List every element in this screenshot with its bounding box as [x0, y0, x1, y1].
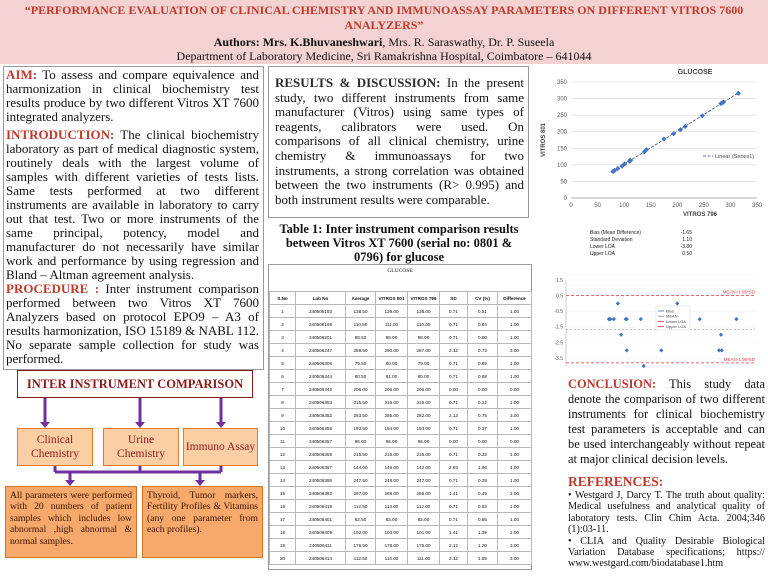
y-tick-label: -1.5: [554, 324, 563, 331]
table-cell-lab-no: 240506353: [296, 396, 346, 409]
table-cell-diff: 1.00: [498, 500, 532, 513]
x-tick-label: 0: [569, 203, 573, 209]
table-cell-sno: 14: [270, 474, 296, 487]
stats-value: -3.80: [680, 244, 692, 250]
table-cell-sd: 0.71: [440, 305, 468, 318]
table-cell-cv: 0.80: [468, 331, 498, 344]
table-cell-cv: 0.75: [468, 409, 498, 422]
category-immuno-assay: Immuno Assay: [183, 428, 258, 466]
stats-row: [590, 244, 760, 251]
table-cell-cv: 0.51: [468, 305, 498, 318]
table-cell-average: 215.50: [346, 448, 376, 461]
data-point: [700, 113, 705, 118]
table-row: [270, 370, 532, 383]
x-tick-label: 250: [698, 203, 709, 209]
table-cell-v801: 288.00: [376, 487, 408, 500]
table-cell-v796: 142.00: [408, 461, 440, 474]
introduction-text: The clinical biochemistry laboratory as part of medical diagnostic system, routinely deals with the largest volume of samples with different varieties of tests lists. Same tests performed at two different instruments are available in laboratory to carry out that test. Two or more instruments of the same principal, potency, model and manufacturer do not necessarily have similar work and performance by using regression and Bland – Altman agreement analysis.: [6, 127, 259, 282]
data-point: [736, 91, 741, 96]
authors-line: [0, 35, 768, 49]
y-tick-label: 50: [560, 179, 567, 186]
stats-value: 1.10: [682, 237, 692, 243]
table-cell-sd: 2.12: [440, 344, 468, 357]
x-tick-label: 200: [672, 203, 683, 209]
table-cell-diff: 1.00: [498, 370, 532, 383]
stats-label: Standard Deviation: [590, 237, 633, 243]
table-cell-v801: 178.00: [376, 539, 408, 552]
table-cell-cv: 0.73: [468, 344, 498, 357]
table-row: [270, 474, 532, 487]
table-cell-sno: 7: [270, 383, 296, 396]
table-cell-diff: 1.00: [498, 513, 532, 526]
table-cell-average: 288.50: [346, 344, 376, 357]
glucose-table-frame: [268, 264, 532, 570]
table-cell-sno: 4: [270, 344, 296, 357]
table-row: [270, 383, 532, 396]
table-cell-sd: 0.71: [440, 357, 468, 370]
table-cell-diff: 2.00: [498, 487, 532, 500]
data-point: [642, 364, 646, 368]
y-tick-label: 1.5: [556, 277, 563, 284]
table-cell-v796: 110.00: [408, 318, 440, 331]
data-point: [659, 348, 663, 352]
table-cell-lab-no: 240506357: [296, 435, 346, 448]
table-cell-cv: 1.89: [468, 552, 498, 565]
table-cell-cv: 0.89: [468, 357, 498, 370]
table-cell-v801: 89.00: [376, 331, 408, 344]
table-cell-average: 287.00: [346, 487, 376, 500]
table-cell-cv: 0.88: [468, 370, 498, 383]
table-title: Table 1: Inter instrument comparison results between Vitros XT 7600 (serial no: 0801 & 0796) for glucose: [279, 222, 519, 264]
table-cell-v796: 175.00: [408, 539, 440, 552]
table-cell-cv: 0.29: [468, 474, 498, 487]
table-cell-v796: 138.00: [408, 305, 440, 318]
stats-label: Bias (Mean Difference): [590, 230, 642, 236]
table-cell-v801: 216.00: [376, 448, 408, 461]
table-cell-v796: 79.00: [408, 357, 440, 370]
references-heading: REFERENCES:: [568, 474, 664, 489]
conclusion-text: This study data denote the comparison of two different instruments for clinical biochemistry test parameters is acceptable and can be used interchangeably without repeat at major clinical decision levels.: [568, 377, 765, 466]
col-header-sno: S.No: [270, 292, 296, 305]
table-cell-sno: 3: [270, 331, 296, 344]
table-cell-lab-no: 240506352: [296, 409, 346, 422]
legend: [656, 306, 690, 330]
table-row: [270, 318, 532, 331]
table-cell-sno: 17: [270, 513, 296, 526]
table-cell-average: 112.50: [346, 500, 376, 513]
table-cell-sd: 0.71: [440, 318, 468, 331]
col-header-sd: SD: [440, 292, 468, 305]
y-axis-label: VITROS 801: [541, 122, 547, 158]
y-tick-label: 200: [556, 129, 567, 136]
category-clinical-chemistry: Clinical Chemistry: [17, 428, 93, 466]
table-cell-v796: 215.00: [408, 448, 440, 461]
table-cell-lab-no: 240506306: [296, 357, 346, 370]
data-point: [734, 317, 738, 321]
table-cell-v801: 206.00: [376, 383, 408, 396]
glucose-table: [269, 291, 532, 565]
table-cell-v796: 315.00: [408, 396, 440, 409]
table-row: [270, 357, 532, 370]
table-row: [270, 461, 532, 474]
col-header-lab-no: Lab No: [296, 292, 346, 305]
table-cell-lab-no: 240506418: [296, 500, 346, 513]
note-all-parameters: All parameters were performed with 20 numbers of patient samples which includes low abnormal ,high abnormal & normal samples.: [5, 486, 137, 558]
table-cell-lab-no: 240506386: [296, 474, 346, 487]
table-cell-lab-no: 240506409: [296, 526, 346, 539]
col-header-vitros-796: VITROS 796: [408, 292, 440, 305]
table-cell-v796: 88.00: [408, 331, 440, 344]
table-cell-v801: 139.00: [376, 305, 408, 318]
col-header-vitros-801: VITROS 801: [376, 292, 408, 305]
table-cell-average: 96.00: [346, 435, 376, 448]
table-cell-lab-no: 240506359: [296, 448, 346, 461]
upper-loa-label: MEAN+1.96*SD: [722, 289, 755, 295]
table-cell-sno: 13: [270, 461, 296, 474]
table-cell-v801: 80.00: [376, 357, 408, 370]
y-tick-label: 0: [563, 196, 567, 202]
table-cell-v796: 193.00: [408, 422, 440, 435]
table-row: [270, 513, 532, 526]
authors-rest: , Mrs. R. Saraswathy, Dr. P. Suseela: [382, 35, 555, 49]
table-cell-cv: 0.86: [468, 513, 498, 526]
table-row: [270, 552, 532, 565]
table-cell-v796: 287.00: [408, 344, 440, 357]
table-cell-sd: 0.71: [440, 474, 468, 487]
reference-item: • Westgard J, Darcy T. The truth about quality: Medical usefulness and analytical quality of laboratory tests. Clin Chim Acta. 2004;346 (1):03-11.: [568, 490, 765, 536]
table-cell-sno: 6: [270, 370, 296, 383]
table-cell-sno: 19: [270, 539, 296, 552]
table-row: [270, 409, 532, 422]
table-cell-sd: 0.71: [440, 513, 468, 526]
table-cell-sno: 12: [270, 448, 296, 461]
table-cell-v801: 194.00: [376, 422, 408, 435]
chart-title: GLUCOSE: [677, 69, 713, 76]
bland-altman-chart: [548, 276, 765, 370]
col-header-cv: CV (%): [468, 292, 498, 305]
table-cell-cv: 0.37: [468, 422, 498, 435]
table-cell-sd: 0.00: [440, 435, 468, 448]
table-caption: GLUCOSE: [387, 268, 413, 274]
aim-text: To assess and compare equivalence and harmonization in clinical biochemistry test results produce by two different Vitros XT 7600 integrated analyzers.: [6, 67, 259, 124]
glucose-table-body: [270, 305, 532, 565]
stats-label: Lower LOA: [590, 244, 616, 250]
data-point: [698, 317, 702, 321]
table-row: [270, 344, 532, 357]
table-cell-v801: 113.00: [376, 500, 408, 513]
table-cell-cv: 1.96: [468, 461, 498, 474]
y-tick-label: -0.5: [554, 309, 563, 316]
table-cell-sd: 0.71: [440, 370, 468, 383]
table-cell-cv: 0.22: [468, 396, 498, 409]
table-cell-sd: 0.00: [440, 383, 468, 396]
table-cell-average: 112.50: [346, 552, 376, 565]
table-cell-diff: 1.00: [498, 396, 532, 409]
table-cell-average: 176.50: [346, 539, 376, 552]
table-cell-sno: 11: [270, 435, 296, 448]
y-tick-label: -3.5: [554, 355, 563, 362]
results-heading: RESULTS & DISCUSSION:: [275, 75, 441, 90]
table-row: [270, 487, 532, 500]
table-cell-cv: 0.00: [468, 435, 498, 448]
table-cell-average: 88.50: [346, 331, 376, 344]
legend-label: Lower LOA: [666, 318, 687, 324]
stats-value: -1.65: [680, 230, 692, 236]
table-cell-sno: 18: [270, 526, 296, 539]
table-cell-sd: 0.71: [440, 422, 468, 435]
lower-loa-label: MEAN-1.96*SD: [723, 356, 755, 362]
procedure-section: [6, 282, 259, 366]
table-row: [270, 422, 532, 435]
table-cell-v801: 290.00: [376, 344, 408, 357]
table-cell-sd: 1.41: [440, 487, 468, 500]
table-cell-average: 80.50: [346, 370, 376, 383]
data-point: [661, 136, 666, 141]
y-tick-label: 350: [556, 80, 567, 86]
table-cell-average: 315.50: [346, 396, 376, 409]
table-cell-cv: 0.63: [468, 500, 498, 513]
table-cell-v796: 282.00: [408, 409, 440, 422]
table-cell-sno: 1: [270, 305, 296, 318]
table-cell-cv: 0.33: [468, 448, 498, 461]
table-cell-average: 206.00: [346, 383, 376, 396]
table-cell-average: 283.50: [346, 409, 376, 422]
table-cell-average: 138.50: [346, 305, 376, 318]
table-cell-lab-no: 240506411: [296, 539, 346, 552]
table-cell-lab-no: 240506247: [296, 344, 346, 357]
table-cell-diff: 0.00: [498, 383, 532, 396]
legend-label: MEAN: [666, 313, 678, 319]
data-point: [625, 348, 629, 352]
stats-row: [590, 230, 760, 237]
stats-label: Upper LOA: [590, 251, 616, 257]
table-cell-average: 82.50: [346, 513, 376, 526]
table-cell-lab-no: 240506414: [296, 552, 346, 565]
table-cell-sd: 0.71: [440, 500, 468, 513]
table-cell-sd: 0.71: [440, 331, 468, 344]
y-tick-label: 150: [556, 146, 567, 153]
table-cell-v796: 247.00: [408, 474, 440, 487]
x-tick-label: 100: [619, 203, 630, 209]
table-cell-cv: 1.39: [468, 526, 498, 539]
table-cell-lab-no: 240506198: [296, 318, 346, 331]
table-cell-average: 79.50: [346, 357, 376, 370]
table-row: [270, 305, 532, 318]
table-cell-v801: 146.00: [376, 461, 408, 474]
table-cell-lab-no: 240506201: [296, 331, 346, 344]
table-cell-v796: 111.00: [408, 552, 440, 565]
table-cell-diff: 1.00: [498, 448, 532, 461]
table-cell-sno: 20: [270, 552, 296, 565]
y-tick-label: 250: [556, 113, 567, 120]
reference-item: • CLIA and Quality Desirable Biological Variation Database specifications; https:// www.westgard.com/biodatabase1.htm: [568, 535, 765, 570]
table-row: [270, 539, 532, 552]
table-row: [270, 331, 532, 344]
table-cell-lab-no: 240506392: [296, 487, 346, 500]
references-section: [568, 474, 765, 574]
table-cell-v801: 111.00: [376, 318, 408, 331]
legend-label: Upper LOA: [666, 324, 687, 330]
procedure-text: Inter instrument comparison performed between two Vitros XT 7600 Analyzers based on protocol EPO9 – A3 of results harmonization, ISO 15189 & NABL 112. No separate sample collection for study was performed.: [6, 281, 259, 366]
table-cell-diff: 1.00: [498, 357, 532, 370]
y-tick-label: 300: [556, 96, 567, 103]
table-cell-v801: 83.00: [376, 513, 408, 526]
table-cell-sno: 10: [270, 422, 296, 435]
conclusion-section: [568, 377, 765, 467]
legend-label: Bias: [666, 308, 674, 314]
table-cell-v796: 82.00: [408, 513, 440, 526]
table-cell-v801: 114.00: [376, 552, 408, 565]
table-cell-v801: 96.00: [376, 435, 408, 448]
authors-lead: Authors: Mrs. K.Bhuvaneshwari: [213, 35, 383, 49]
table-cell-average: 247.50: [346, 474, 376, 487]
table-cell-sno: 15: [270, 487, 296, 500]
table-cell-cv: 0.00: [468, 383, 498, 396]
table-cell-diff: 1.00: [498, 318, 532, 331]
table-cell-v796: 101.00: [408, 526, 440, 539]
stats-row: [590, 237, 760, 244]
table-cell-lab-no: 240506346: [296, 383, 346, 396]
data-point: [616, 301, 620, 305]
table-cell-v801: 103.00: [376, 526, 408, 539]
bland-altman-stats: [590, 230, 760, 258]
data-point: [717, 348, 721, 352]
table-cell-diff: 1.00: [498, 422, 532, 435]
table-cell-sno: 16: [270, 500, 296, 513]
department-line: Department of Laboratory Medicine, Sri Ramakrishna Hospital, Coimbatore – 641044: [176, 49, 592, 63]
table-cell-sno: 2: [270, 318, 296, 331]
y-tick-label: -2.5: [554, 340, 563, 347]
x-tick-label: 50: [594, 203, 601, 209]
poster-title: “PERFORMANCE EVALUATION OF CLINICAL CHEMISTRY AND IMMUNOASSAY PARAMETERS ON DIFFERENT VITROS 7600 ANALYZERS”: [24, 3, 744, 32]
table-cell-diff: 3.00: [498, 552, 532, 565]
conclusion-heading: CONCLUSION:: [568, 377, 657, 391]
table-row: [270, 396, 532, 409]
table-cell-average: 193.50: [346, 422, 376, 435]
table-cell-diff: 2.00: [498, 526, 532, 539]
table-cell-average: 102.00: [346, 526, 376, 539]
table-cell-sd: 2.83: [440, 461, 468, 474]
table-header-row: [270, 292, 532, 305]
stats-value: 0.50: [682, 251, 692, 257]
y-tick-label: 0.5: [556, 293, 563, 300]
table-cell-v801: 81.00: [376, 370, 408, 383]
stats-row: [590, 251, 760, 258]
x-tick-label: 300: [725, 203, 736, 209]
data-point: [619, 333, 623, 337]
table-row: [270, 526, 532, 539]
col-header-difference: Difference: [498, 292, 532, 305]
table-cell-sd: 2.12: [440, 409, 468, 422]
table-cell-v801: 248.00: [376, 474, 408, 487]
x-tick-label: 350: [751, 203, 763, 209]
table-cell-diff: 1.00: [498, 331, 532, 344]
table-cell-lab-no: 240506401: [296, 513, 346, 526]
table-cell-sno: 9: [270, 409, 296, 422]
category-urine-chemistry: Urine Chemistry: [103, 428, 179, 466]
table-cell-v796: 80.00: [408, 370, 440, 383]
data-point: [675, 301, 679, 305]
note-immuno-profiles: Thyroid, Tumor markers, Fertility Profiles & Vitamins (any one parameter from each profiles).: [142, 486, 263, 558]
table-cell-diff: 0.00: [498, 435, 532, 448]
table-row: [270, 435, 532, 448]
table-cell-diff: 3.00: [498, 344, 532, 357]
table-cell-sd: 1.41: [440, 526, 468, 539]
data-point: [639, 317, 643, 321]
table-cell-sno: 5: [270, 357, 296, 370]
table-cell-diff: 1.00: [498, 305, 532, 318]
table-cell-average: 144.00: [346, 461, 376, 474]
aim-section: [6, 68, 259, 124]
table-cell-cv: 0.49: [468, 487, 498, 500]
table-cell-v801: 285.00: [376, 409, 408, 422]
table-row: [270, 500, 532, 513]
table-cell-v796: 112.00: [408, 500, 440, 513]
y-tick-label: 100: [556, 162, 567, 169]
aim-heading: AIM:: [6, 67, 38, 82]
table-cell-v801: 316.00: [376, 396, 408, 409]
table-cell-sno: 8: [270, 396, 296, 409]
table-cell-sd: 0.71: [440, 396, 468, 409]
table-row: [270, 448, 532, 461]
x-tick-label: 150: [645, 203, 656, 209]
col-header-average: Average: [346, 292, 376, 305]
table-cell-lab-no: 240506344: [296, 370, 346, 383]
glucose-scatter-chart: [535, 64, 765, 220]
flowchart-title-box: INTER INSTRUMENT COMPARISON: [17, 370, 253, 398]
procedure-heading: PROCEDURE :: [6, 281, 100, 296]
table-cell-lab-no: 240506367: [296, 461, 346, 474]
table-cell-diff: 3.00: [498, 409, 532, 422]
table-cell-v796: 286.00: [408, 487, 440, 500]
results-section: [275, 76, 524, 207]
table-cell-diff: 4.00: [498, 461, 532, 474]
table-cell-diff: 1.00: [498, 474, 532, 487]
table-cell-v796: 96.00: [408, 435, 440, 448]
table-cell-lab-no: 240506193: [296, 305, 346, 318]
table-cell-cv: 0.64: [468, 318, 498, 331]
legend-label: Linear (Series1): [715, 154, 755, 160]
table-cell-sd: 0.71: [440, 448, 468, 461]
table-cell-average: 110.50: [346, 318, 376, 331]
data-point: [719, 333, 723, 337]
introduction-section: [6, 128, 259, 282]
table-cell-sd: 2.12: [440, 539, 468, 552]
table-cell-diff: 3.00: [498, 539, 532, 552]
table-cell-sd: 2.12: [440, 552, 468, 565]
table-cell-lab-no: 240506356: [296, 422, 346, 435]
results-text: In the present study, two different instruments from same manufacturer (Vitros) using same types of reagents, calibrators were used. On comparisons of all clinical chemistry, urine chemistry & immunoassays for two instruments, a strong correlation was obtained between the two instruments (R> 0.995) and both instrument results were comparable.: [275, 75, 524, 207]
x-axis-label: VITROS 796: [682, 212, 718, 218]
introduction-heading: INTRODUCTION:: [6, 127, 115, 142]
table-cell-cv: 1.20: [468, 539, 498, 552]
table-cell-v796: 206.00: [408, 383, 440, 396]
